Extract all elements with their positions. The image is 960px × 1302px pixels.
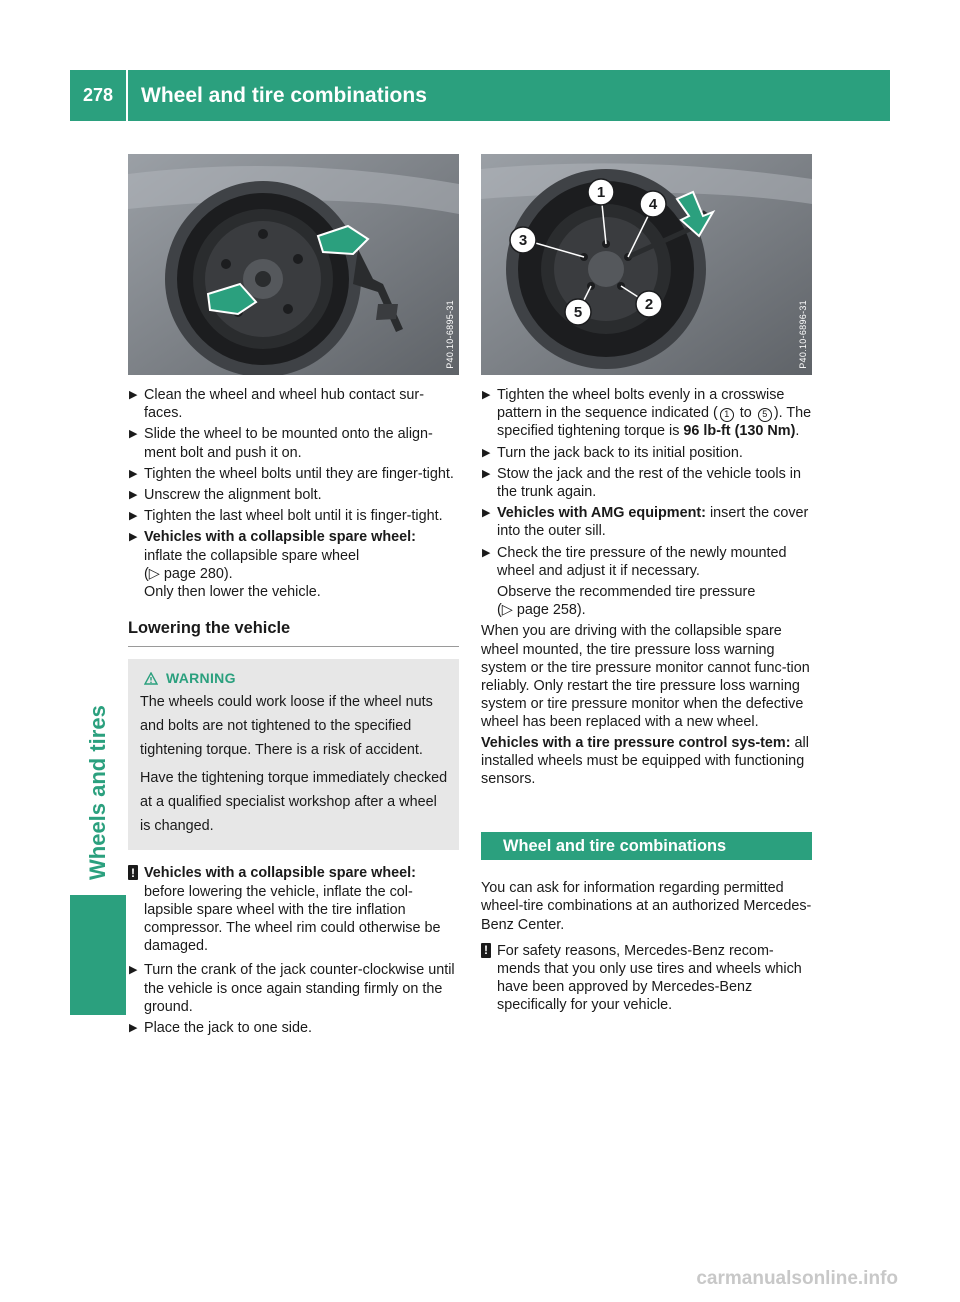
callout-3: 3	[518, 232, 528, 249]
warning-text: Have the tightening torque immediately checked at a qualified specialist workshop after a wheel is changed.	[140, 770, 448, 835]
callout-5: 5	[573, 304, 583, 321]
warning-triangle-icon	[144, 672, 158, 685]
callout-4: 4	[648, 196, 658, 213]
page-number: 278	[82, 85, 114, 105]
arrow-right-icon: ▶	[482, 546, 491, 559]
exclamation-icon: !	[128, 865, 138, 880]
right-column	[481, 386, 812, 1021]
section-heading-combinations: Wheel and tire combinations	[481, 832, 812, 860]
arrow-right-icon: ▶	[129, 389, 138, 401]
section-heading-lowering: Lowering the vehicle	[128, 619, 459, 647]
page-reference[interactable]: page 280).	[159, 565, 233, 582]
arrow-right-icon: ▶	[129, 489, 138, 502]
paragraph: You can ask for information regarding permitted wheel-tire combinations at an authorized Mercedes-Benz Center.	[481, 880, 812, 933]
paragraph: Vehicles with a tire pressure control sys-tem: all installed wheels must be equipped with functioning sensors.	[481, 734, 809, 788]
arrow-right-icon: ▶	[129, 428, 138, 441]
step-item: ▶ Tighten the wheel bolts until they are finger-tight.	[129, 465, 454, 482]
page-title: Wheel and tire combinations	[141, 83, 427, 107]
arrow-right-icon: ▶	[482, 507, 491, 520]
arrow-right-icon: ▶	[129, 467, 138, 480]
arrow-right-icon: ▶	[482, 389, 491, 401]
arrow-right-icon: ▶	[482, 467, 491, 480]
step-item: ▶ Tighten the wheel bolts evenly in a crosswise pattern in the sequence indicated ( 1 to 5 ). The specified tightening torque is 96 lb-ft (130 Nm).	[482, 387, 812, 440]
page-reference[interactable]: (▷ page 258).	[497, 602, 586, 619]
step-item: ▶ Check the tire pressure of the newly mounted wheel and adjust it if necessary.	[482, 544, 787, 579]
side-section-label: Wheels and tires	[85, 705, 110, 880]
step-item: ▶ Vehicles with AMG equipment: insert the cover into the outer sill.	[482, 505, 809, 540]
arrow-right-icon: ▶	[129, 964, 138, 977]
paragraph: When you are driving with the collapsible spare wheel mounted, the tire pressure loss warning system or the tire pressure monitor cannot func-tion reliably. Only restart the tire pressure loss warning system or tire pressure monitor when the defective wheel has been replaced with a new wheel.	[481, 623, 810, 731]
step-item-collapsible: ▶ Vehicles with a collapsible spare wheel: inflate the collapsible spare wheel (▷ page 280). Only then lower the vehicle.	[129, 529, 416, 601]
step-item: ▶ Turn the jack back to its initial position.	[482, 444, 743, 461]
step-item: ▶ Clean the wheel and wheel hub contact sur-faces.	[129, 387, 424, 422]
callout-ref-1: 1	[720, 408, 734, 422]
callout-1: 1	[596, 184, 606, 201]
note-item: ! For safety reasons, Mercedes-Benz recom-mends that you only use tires and wheels which have been approved by Mercedes-Benz specifically for your vehicle.	[481, 942, 812, 1015]
step-item: ▶ Stow the jack and the rest of the vehicle tools in the trunk again.	[482, 465, 801, 501]
warning-title: WARNING	[166, 670, 236, 687]
arrow-right-icon: ▶	[129, 1022, 138, 1035]
warning-box	[128, 659, 459, 850]
step-item: ▶ Unscrew the alignment bolt.	[129, 487, 322, 504]
watermark: carmanualsonline.info	[696, 1268, 898, 1289]
step-item: ▶ Tighten the last wheel bolt until it is finger-tight.	[129, 508, 443, 525]
step-subnote: Observe the recommended tire pressure (▷ page 258).	[497, 584, 756, 619]
figure-bolt-sequence	[481, 154, 812, 375]
step-item: ▶ Place the jack to one side.	[129, 1020, 312, 1037]
callout-2: 2	[644, 296, 654, 313]
step-item: ▶ Turn the crank of the jack counter-clockwise until the vehicle is once again standing firmly on the ground.	[129, 962, 455, 1015]
figure-code: P40.10-6895-31	[445, 300, 455, 369]
arrow-right-icon: ▶	[482, 446, 491, 459]
left-column	[128, 386, 459, 1040]
side-section-tab	[70, 895, 126, 1015]
figure-wheel-mounting	[128, 154, 459, 375]
figure-code: P40.10-6896-31	[798, 300, 808, 369]
exclamation-icon: !	[481, 943, 491, 958]
step-item: ▶ Slide the wheel to be mounted onto the align-ment bolt and push it on.	[129, 426, 433, 461]
arrow-right-icon: ▶	[129, 510, 138, 523]
callout-ref-5: 5	[758, 408, 772, 422]
note-item: ! Vehicles with a collapsible spare wheel: before lowering the vehicle, inflate the col-lapsible spare wheel with the tire inflation compressor. The wheel rim could otherwise be damaged.	[128, 864, 459, 955]
warning-text: The wheels could work loose if the wheel nuts and bolts are not tightened to the specified tightening torque. There is a risk of accident.	[140, 694, 433, 759]
arrow-right-icon: ▶	[129, 531, 138, 544]
page-reference-symbol: (▷	[144, 565, 160, 582]
header-divider	[126, 70, 128, 121]
